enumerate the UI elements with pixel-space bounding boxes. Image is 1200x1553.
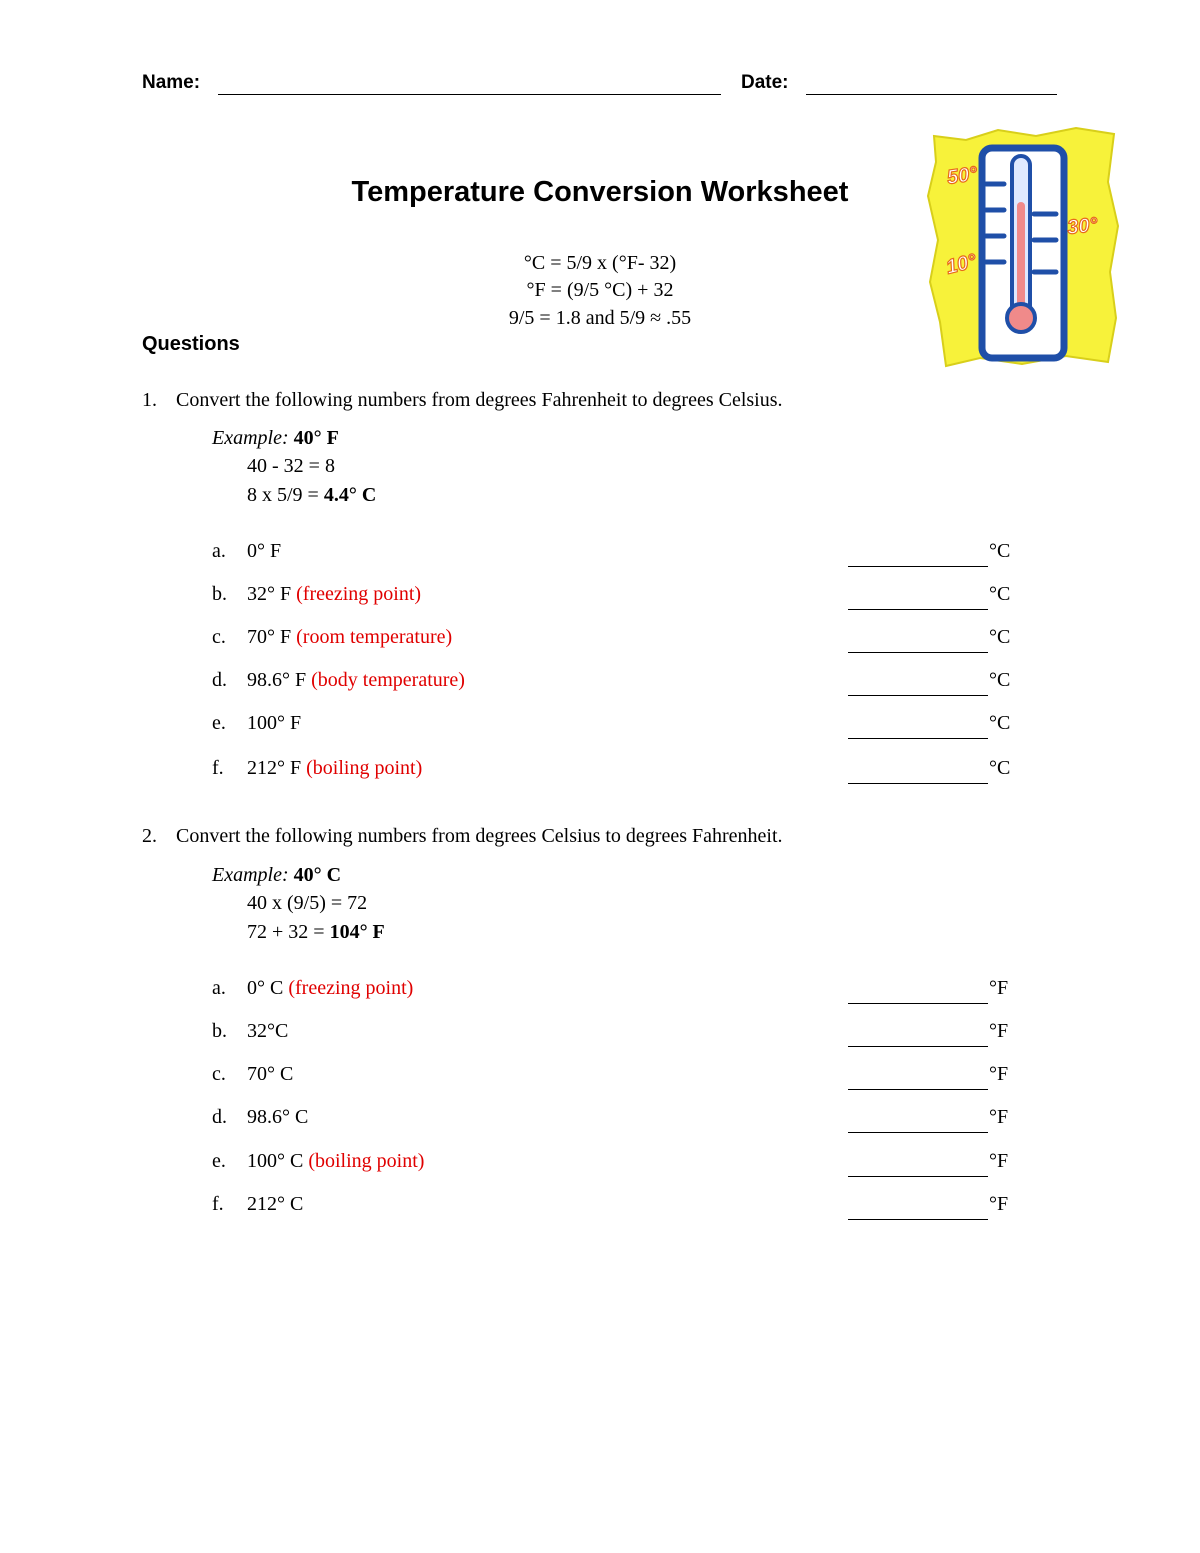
- item-note: (freezing point): [296, 583, 422, 605]
- formula-ratio: 9/5 = 1.8 and 5/9 ≈ .55: [508, 307, 692, 329]
- example-label: Example:: [212, 427, 289, 449]
- unit-label: °C: [989, 669, 1011, 691]
- example-step: 40 - 32 = 8: [247, 455, 335, 477]
- item-letter: f.: [212, 1193, 224, 1215]
- item-letter: a.: [212, 540, 226, 562]
- unit-label: °C: [989, 583, 1011, 605]
- item-letter: e.: [212, 712, 226, 734]
- answer-blank[interactable]: [848, 987, 988, 1004]
- example-line: [212, 864, 341, 887]
- item-value: 212° F: [247, 757, 302, 779]
- item-text: [247, 669, 465, 692]
- item-letter: b.: [212, 583, 227, 605]
- example-label: Example:: [212, 864, 289, 886]
- unit-label: °F: [989, 1063, 1009, 1085]
- unit-label: °F: [989, 977, 1009, 999]
- unit-label: °F: [989, 1193, 1009, 1215]
- date-label: Date:: [741, 72, 789, 93]
- item-text: [247, 583, 421, 606]
- item-letter: d.: [212, 1106, 227, 1128]
- example-value: 40° F: [293, 427, 339, 449]
- item-letter: c.: [212, 1063, 226, 1085]
- example-result: 4.4° C: [323, 484, 377, 506]
- item-text: [247, 1193, 303, 1216]
- answer-blank[interactable]: [848, 1203, 988, 1220]
- answer-blank[interactable]: [848, 1073, 988, 1090]
- item-value: 32°C: [247, 1020, 289, 1042]
- example-result: 104° F: [329, 921, 385, 943]
- item-letter: b.: [212, 1020, 227, 1042]
- answer-blank[interactable]: [848, 636, 988, 653]
- item-value: 70° C: [247, 1063, 294, 1085]
- item-text: [247, 1063, 293, 1086]
- item-value: 212° C: [247, 1193, 304, 1215]
- thermometer-illustration: [926, 122, 1122, 370]
- date-field[interactable]: [806, 72, 1057, 95]
- answer-blank[interactable]: [848, 1030, 988, 1047]
- item-text: [247, 540, 281, 563]
- answer-blank[interactable]: [848, 1160, 988, 1177]
- answer-blank[interactable]: [848, 1116, 988, 1133]
- item-letter: a.: [212, 977, 226, 999]
- item-note: (boiling point): [308, 1150, 425, 1172]
- page-title: Temperature Conversion Worksheet: [351, 176, 849, 208]
- example-step-prefix: 72 + 32 =: [247, 921, 330, 943]
- item-value: 98.6° F: [247, 669, 307, 691]
- item-letter: d.: [212, 669, 227, 691]
- answer-blank[interactable]: [848, 767, 988, 784]
- item-value: 32° F: [247, 583, 292, 605]
- name-field[interactable]: [218, 72, 721, 95]
- formula-celsius: °C = 5/9 x (°F- 32): [523, 252, 677, 274]
- unit-label: °C: [989, 757, 1011, 779]
- item-text: [247, 977, 413, 1000]
- questions-heading: Questions: [142, 333, 240, 355]
- item-letter: e.: [212, 1150, 226, 1172]
- item-text: [247, 626, 452, 649]
- scale-label-30: 30°: [1066, 213, 1099, 239]
- item-note: (freezing point): [288, 977, 414, 999]
- question-number: 1.: [142, 389, 157, 411]
- example-step: 40 x (9/5) = 72: [247, 892, 368, 914]
- answer-blank[interactable]: [848, 550, 988, 567]
- item-value: 100° C: [247, 1150, 304, 1172]
- item-note: (room temperature): [296, 626, 453, 648]
- thermometer-bulb: [1007, 304, 1035, 332]
- item-letter: c.: [212, 626, 226, 648]
- unit-label: °C: [989, 712, 1011, 734]
- example-step-prefix: 8 x 5/9 =: [247, 484, 324, 506]
- item-text: [247, 757, 422, 780]
- example-value: 40° C: [293, 864, 342, 886]
- unit-label: °F: [989, 1150, 1009, 1172]
- item-value: 100° F: [247, 712, 302, 734]
- scale-label-10: 10°: [943, 250, 979, 279]
- unit-label: °F: [989, 1106, 1009, 1128]
- answer-blank[interactable]: [848, 679, 988, 696]
- item-letter: f.: [212, 757, 224, 779]
- example-step: [247, 921, 385, 944]
- item-text: [247, 712, 301, 735]
- answer-blank[interactable]: [848, 593, 988, 610]
- unit-label: °C: [989, 626, 1011, 648]
- item-value: 0° F: [247, 540, 282, 562]
- item-note: (boiling point): [306, 757, 423, 779]
- answer-blank[interactable]: [848, 722, 988, 739]
- example-step: [247, 484, 376, 507]
- question-number: 2.: [142, 825, 157, 847]
- item-text: [247, 1020, 288, 1043]
- name-label: Name:: [142, 72, 201, 93]
- unit-label: °C: [989, 540, 1011, 562]
- example-line: [212, 427, 339, 450]
- formula-fahrenheit: °F = (9/5 °C) + 32: [526, 279, 674, 301]
- item-note: (body temperature): [311, 669, 465, 691]
- item-text: [247, 1106, 308, 1129]
- item-text: [247, 1150, 424, 1173]
- item-value: 98.6° C: [247, 1106, 309, 1128]
- question-text: Convert the following numbers from degrees Fahrenheit to degrees Celsius.: [176, 389, 783, 411]
- item-value: 70° F: [247, 626, 292, 648]
- unit-label: °F: [989, 1020, 1009, 1042]
- item-value: 0° C: [247, 977, 284, 999]
- question-text: Convert the following numbers from degrees Celsius to degrees Fahrenheit.: [176, 825, 783, 847]
- scale-label-50: 50°: [945, 162, 979, 189]
